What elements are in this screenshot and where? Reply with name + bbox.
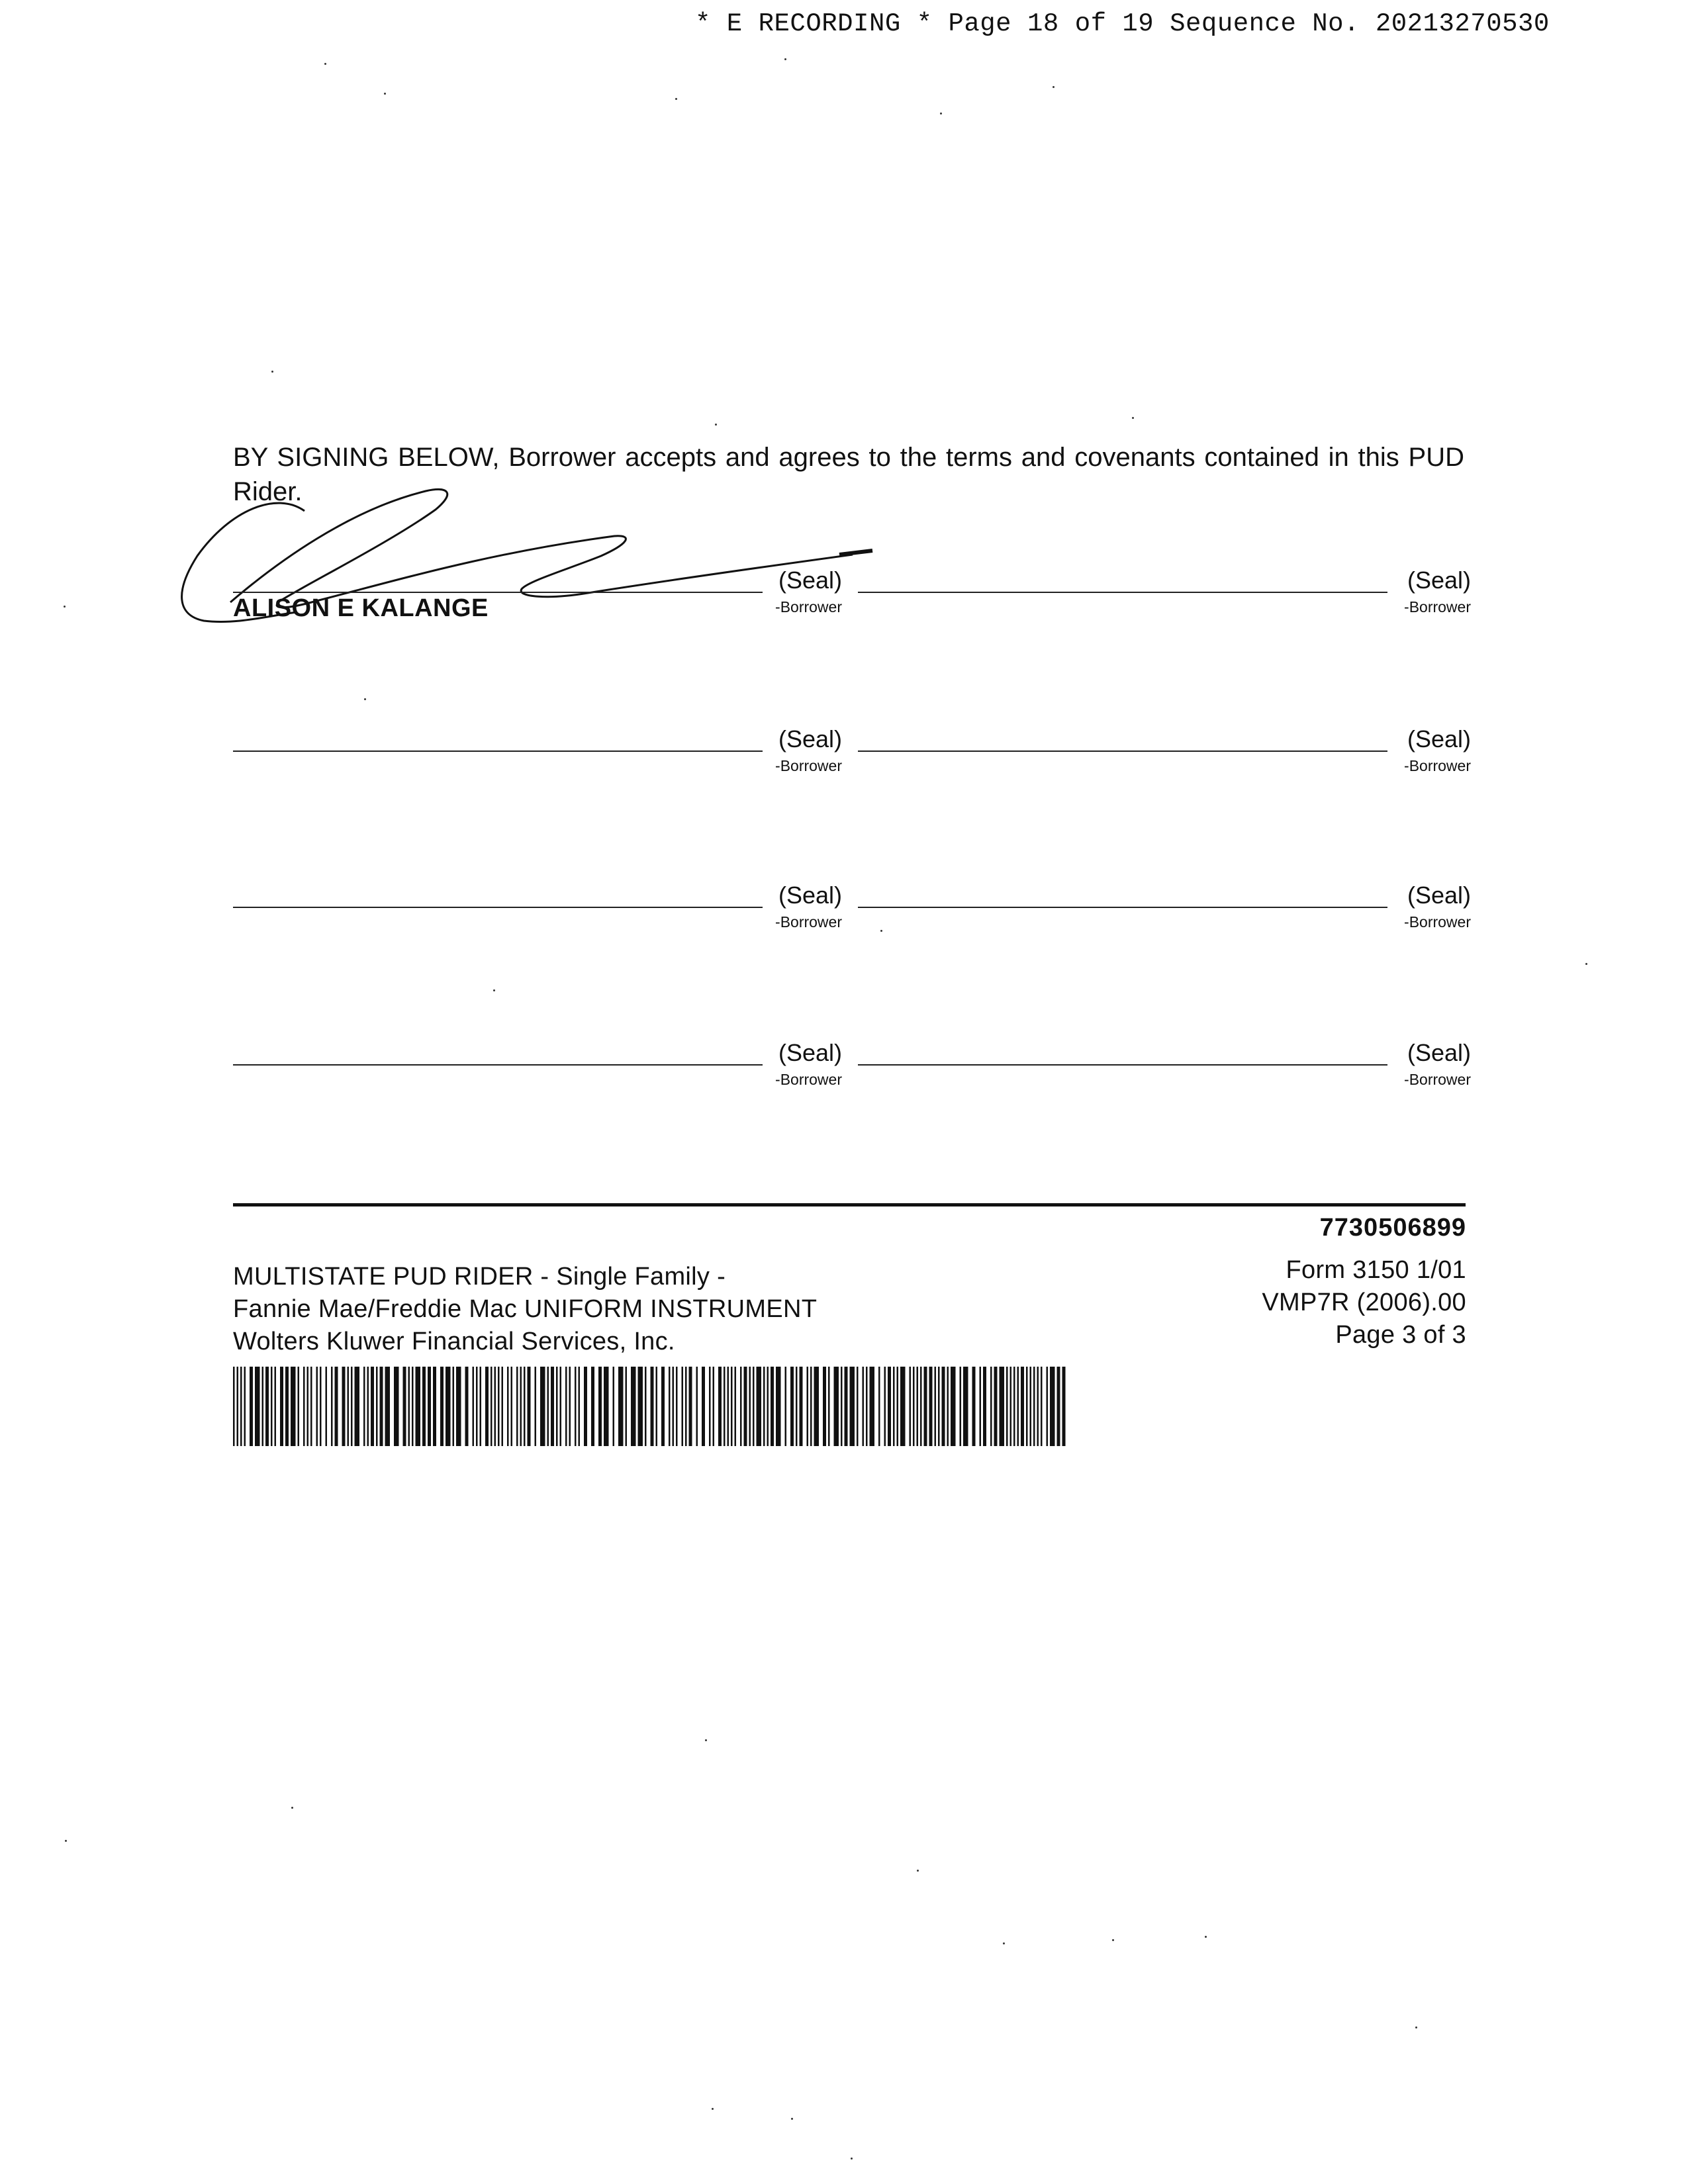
form-info-block xyxy=(1069,1254,1466,1351)
barcode-bar xyxy=(807,1367,809,1446)
barcode-bar xyxy=(1006,1367,1008,1446)
barcode-bar xyxy=(494,1367,496,1446)
barcode-bar xyxy=(1050,1367,1055,1446)
form-publisher: Wolters Kluwer Financial Services, Inc. xyxy=(233,1328,675,1355)
barcode-bar xyxy=(834,1367,839,1446)
barcode-bar xyxy=(1041,1367,1043,1446)
barcode-bar xyxy=(673,1367,675,1446)
barcode-bar xyxy=(412,1367,414,1446)
barcode-bar xyxy=(900,1367,906,1446)
loan-number: 7730506899 xyxy=(1319,1214,1466,1242)
barcode-bar xyxy=(275,1367,277,1446)
barcode-bar xyxy=(841,1367,843,1446)
seal-label: (Seal) xyxy=(1407,567,1471,594)
barcode-bar xyxy=(507,1367,509,1446)
barcode-bar xyxy=(884,1367,886,1446)
barcode-bar xyxy=(689,1367,692,1446)
form-title-block xyxy=(233,1261,895,1358)
borrower-label: -Borrower xyxy=(1404,913,1471,931)
barcode-bar xyxy=(724,1367,726,1446)
scan-speck xyxy=(791,2118,793,2120)
recording-header: * E RECORDING * Page 18 of 19 Sequence No. 20213270530 xyxy=(695,9,1550,38)
barcode-bar xyxy=(749,1367,751,1446)
barcode-bar xyxy=(453,1367,455,1446)
barcode-bar xyxy=(857,1367,859,1446)
barcode-bar xyxy=(676,1367,678,1446)
signer-name: ALISON E KALANGE xyxy=(233,594,489,622)
scan-speck xyxy=(917,1870,919,1872)
barcode-bar xyxy=(445,1367,451,1446)
barcode-bar xyxy=(613,1367,615,1446)
barcode-bar xyxy=(380,1367,383,1446)
barcode-bar xyxy=(810,1367,812,1446)
barcode-bar xyxy=(1047,1367,1049,1446)
barcode-bar xyxy=(897,1367,899,1446)
barcode-bar xyxy=(591,1367,594,1446)
barcode-bar xyxy=(893,1367,895,1446)
barcode-bar xyxy=(560,1367,562,1446)
scan-speck xyxy=(1585,963,1587,965)
borrower-signature-block xyxy=(858,564,1471,630)
barcode-bar xyxy=(845,1367,848,1446)
barcode-bar xyxy=(298,1367,300,1446)
barcode-bar xyxy=(335,1367,338,1446)
barcode-bar xyxy=(456,1367,461,1446)
scan-speck xyxy=(851,2158,853,2160)
borrower-signature-block xyxy=(858,723,1471,789)
barcode-bar xyxy=(285,1367,289,1446)
barcode-bar xyxy=(983,1367,986,1446)
borrower-signature-block xyxy=(233,1036,842,1103)
barcode-bar xyxy=(753,1367,755,1446)
barcode-bar xyxy=(416,1367,421,1446)
barcode-bar xyxy=(516,1367,518,1446)
barcode-bar xyxy=(320,1367,322,1446)
scan-speck xyxy=(784,58,786,60)
barcode-bar xyxy=(661,1367,665,1446)
barcode-bar xyxy=(790,1367,794,1446)
scan-speck xyxy=(715,424,717,426)
barcode-bar xyxy=(713,1367,715,1446)
seal-label: (Seal) xyxy=(1407,1039,1471,1066)
signature-line xyxy=(858,907,1387,908)
barcode-bar xyxy=(1021,1367,1024,1446)
barcode-bar xyxy=(376,1367,378,1446)
borrower-label: -Borrower xyxy=(775,757,842,774)
barcode-bar xyxy=(796,1367,798,1446)
barcode-bar xyxy=(863,1367,865,1446)
barcode-bar xyxy=(262,1367,264,1446)
barcode-bar xyxy=(913,1367,915,1446)
barcode-bar xyxy=(1057,1367,1060,1446)
barcode-bar xyxy=(240,1367,242,1446)
signature-line xyxy=(233,1064,763,1066)
scan-speck xyxy=(940,113,942,114)
scan-speck xyxy=(271,371,273,373)
barcode-bar xyxy=(598,1367,602,1446)
borrower-label: -Borrower xyxy=(1404,1071,1471,1088)
barcode-bar xyxy=(394,1367,399,1446)
borrower-label: -Borrower xyxy=(775,598,842,615)
barcode-bar xyxy=(1030,1367,1032,1446)
barcode-bar xyxy=(233,1367,235,1446)
barcode-bar xyxy=(524,1367,526,1446)
barcode-bar xyxy=(403,1367,406,1446)
barcode-bar xyxy=(924,1367,927,1446)
barcode-bar xyxy=(656,1367,658,1446)
barcode-bar xyxy=(575,1367,577,1446)
barcode-bar xyxy=(428,1367,431,1446)
barcode-bar xyxy=(351,1367,353,1446)
barcode-bar xyxy=(310,1367,312,1446)
barcode-bar xyxy=(1000,1367,1005,1446)
barcode-bar xyxy=(511,1367,513,1446)
barcode-bar xyxy=(291,1367,296,1446)
barcode xyxy=(233,1367,1070,1446)
form-title: MULTISTATE PUD RIDER - Single Family - xyxy=(233,1263,726,1291)
signature-line xyxy=(858,751,1387,752)
borrower-signature-block xyxy=(858,1036,1471,1103)
barcode-bar xyxy=(316,1367,318,1446)
barcode-bar xyxy=(814,1367,820,1446)
barcode-bar xyxy=(579,1367,581,1446)
barcode-bar xyxy=(1026,1367,1028,1446)
barcode-bar xyxy=(735,1367,737,1446)
barcode-bar xyxy=(244,1367,246,1446)
barcode-bar xyxy=(951,1367,956,1446)
barcode-bar xyxy=(785,1367,787,1446)
barcode-bar xyxy=(828,1367,830,1446)
borrower-label: -Borrower xyxy=(1404,598,1471,615)
barcode-bar xyxy=(702,1367,705,1446)
signature-row-2 xyxy=(233,723,1471,796)
barcode-bar xyxy=(307,1367,309,1446)
barcode-bar xyxy=(342,1367,346,1446)
borrower-label: -Borrower xyxy=(1404,757,1471,774)
barcode-bar xyxy=(767,1367,769,1446)
barcode-bar xyxy=(709,1367,711,1446)
scan-speck xyxy=(291,1807,293,1809)
barcode-bar xyxy=(433,1367,436,1446)
barcode-bar xyxy=(920,1367,922,1446)
barcode-bar xyxy=(744,1367,747,1446)
borrower-signature-block xyxy=(233,723,842,789)
signing-statement: BY SIGNING BELOW, Borrower accepts and agrees to the terms and covenants contained in this PUD Rider. xyxy=(233,443,1464,506)
scan-speck xyxy=(712,2108,714,2110)
barcode-bar xyxy=(929,1367,933,1446)
barcode-bar xyxy=(569,1367,571,1446)
scan-speck xyxy=(493,989,495,991)
barcode-bar xyxy=(800,1367,803,1446)
barcode-bar xyxy=(727,1367,729,1446)
seal-label: (Seal) xyxy=(778,1039,842,1066)
barcode-bar xyxy=(685,1367,687,1446)
barcode-bar xyxy=(776,1367,781,1446)
barcode-bar xyxy=(280,1367,283,1446)
barcode-bar xyxy=(250,1367,253,1446)
barcode-bar xyxy=(718,1367,722,1446)
barcode-bar xyxy=(528,1367,531,1446)
barcode-bar xyxy=(556,1367,558,1446)
barcode-bar xyxy=(473,1367,475,1446)
barcode-bar xyxy=(547,1367,549,1446)
scan-speck xyxy=(1053,86,1055,88)
barcode-bar xyxy=(935,1367,937,1446)
barcode-bar xyxy=(645,1367,647,1446)
barcode-bar xyxy=(631,1367,636,1446)
signature-line xyxy=(858,1064,1387,1066)
scan-speck xyxy=(1112,1939,1114,1941)
barcode-bar xyxy=(480,1367,482,1446)
barcode-bar xyxy=(476,1367,478,1446)
barcode-bar xyxy=(917,1367,919,1446)
scan-speck xyxy=(65,1840,67,1842)
scan-speck xyxy=(880,930,882,932)
barcode-bar xyxy=(565,1367,567,1446)
barcode-bar xyxy=(331,1367,333,1446)
barcode-bar xyxy=(255,1367,260,1446)
barcode-bar xyxy=(551,1367,554,1446)
barcode-bar xyxy=(1013,1367,1015,1446)
barcode-bar xyxy=(878,1367,880,1446)
barcode-bar xyxy=(422,1367,426,1446)
barcode-bar xyxy=(440,1367,444,1446)
barcode-bar xyxy=(960,1367,962,1446)
seal-label: (Seal) xyxy=(1407,882,1471,909)
barcode-bar xyxy=(408,1367,410,1446)
scan-speck xyxy=(364,698,366,700)
signature-line xyxy=(233,751,763,752)
seal-label: (Seal) xyxy=(778,882,842,909)
signature-line xyxy=(233,907,763,908)
barcode-bar xyxy=(626,1367,628,1446)
barcode-bar xyxy=(866,1367,868,1446)
barcode-bar xyxy=(265,1367,269,1446)
barcode-bar xyxy=(1062,1367,1066,1446)
barcode-bar xyxy=(972,1367,976,1446)
seal-label: (Seal) xyxy=(778,725,842,752)
barcode-bar xyxy=(651,1367,654,1446)
barcode-bar xyxy=(771,1367,774,1446)
barcode-bar xyxy=(465,1367,469,1446)
barcode-bar xyxy=(1037,1367,1039,1446)
signature-row-3 xyxy=(233,879,1471,952)
borrower-label: -Borrower xyxy=(775,1071,842,1088)
barcode-bar xyxy=(363,1367,365,1446)
barcode-bar xyxy=(540,1367,545,1446)
barcode-bar xyxy=(618,1367,624,1446)
barcode-bar xyxy=(1017,1367,1019,1446)
form-instrument: Fannie Mae/Freddie Mac UNIFORM INSTRUMENT xyxy=(233,1295,818,1323)
barcode-bar xyxy=(502,1367,504,1446)
scan-speck xyxy=(1132,417,1134,419)
barcode-bar xyxy=(348,1367,350,1446)
form-id: Form 3150 1/01 xyxy=(1286,1256,1466,1284)
scan-speck xyxy=(324,63,326,65)
signature-line xyxy=(858,592,1387,593)
barcode-bar xyxy=(740,1367,742,1446)
seal-label: (Seal) xyxy=(778,567,842,594)
page-number: Page 3 of 3 xyxy=(1335,1321,1466,1349)
barcode-bar xyxy=(757,1367,762,1446)
barcode-bar xyxy=(604,1367,609,1446)
barcode-bar xyxy=(1033,1367,1035,1446)
barcode-bar xyxy=(938,1367,940,1446)
scan-speck xyxy=(1415,2026,1417,2028)
footer-divider xyxy=(233,1203,1466,1206)
scan-speck xyxy=(1003,1942,1005,1944)
barcode-bar xyxy=(584,1367,587,1446)
barcode-bar xyxy=(682,1367,684,1446)
barcode-bar xyxy=(888,1367,891,1446)
barcode-bar xyxy=(947,1367,949,1446)
barcode-bar xyxy=(910,1367,912,1446)
barcode-bar xyxy=(763,1367,765,1446)
barcode-bar xyxy=(520,1367,522,1446)
barcode-bar xyxy=(696,1367,698,1446)
barcode-bar xyxy=(237,1367,239,1446)
barcode-bar xyxy=(850,1367,855,1446)
borrower-signature-block xyxy=(233,564,842,630)
barcode-bar xyxy=(942,1367,945,1446)
barcode-bar xyxy=(491,1367,492,1446)
barcode-bar xyxy=(638,1367,643,1446)
barcode-bar xyxy=(870,1367,875,1446)
scan-speck xyxy=(705,1739,707,1741)
barcode-bar xyxy=(326,1367,328,1446)
barcode-bar xyxy=(990,1367,992,1446)
scan-speck xyxy=(1205,1936,1207,1938)
form-version: VMP7R (2006).00 xyxy=(1262,1289,1466,1316)
scan-speck xyxy=(384,93,386,95)
barcode-bar xyxy=(367,1367,369,1446)
barcode-bar xyxy=(271,1367,273,1446)
signature-row-4 xyxy=(233,1036,1471,1109)
signature-row-1 xyxy=(233,564,1471,637)
barcode-bar xyxy=(963,1367,968,1446)
barcode-bar xyxy=(385,1367,391,1446)
signature-line xyxy=(233,592,763,593)
barcode-bar xyxy=(823,1367,826,1446)
barcode-bar xyxy=(355,1367,360,1446)
barcode-bar xyxy=(994,1367,998,1446)
barcode-bar xyxy=(980,1367,982,1446)
borrower-signature-block xyxy=(858,879,1471,945)
barcode-bar xyxy=(371,1367,374,1446)
barcode-bar xyxy=(669,1367,671,1446)
borrower-label: -Borrower xyxy=(775,913,842,931)
scan-speck xyxy=(64,606,66,608)
barcode-bar xyxy=(485,1367,489,1446)
barcode-bar xyxy=(1010,1367,1012,1446)
scan-speck xyxy=(675,98,677,100)
borrower-signature-block xyxy=(233,879,842,945)
barcode-bar xyxy=(535,1367,537,1446)
barcode-bar xyxy=(498,1367,500,1446)
barcode-bar xyxy=(303,1367,305,1446)
barcode-bar xyxy=(731,1367,733,1446)
seal-label: (Seal) xyxy=(1407,725,1471,752)
